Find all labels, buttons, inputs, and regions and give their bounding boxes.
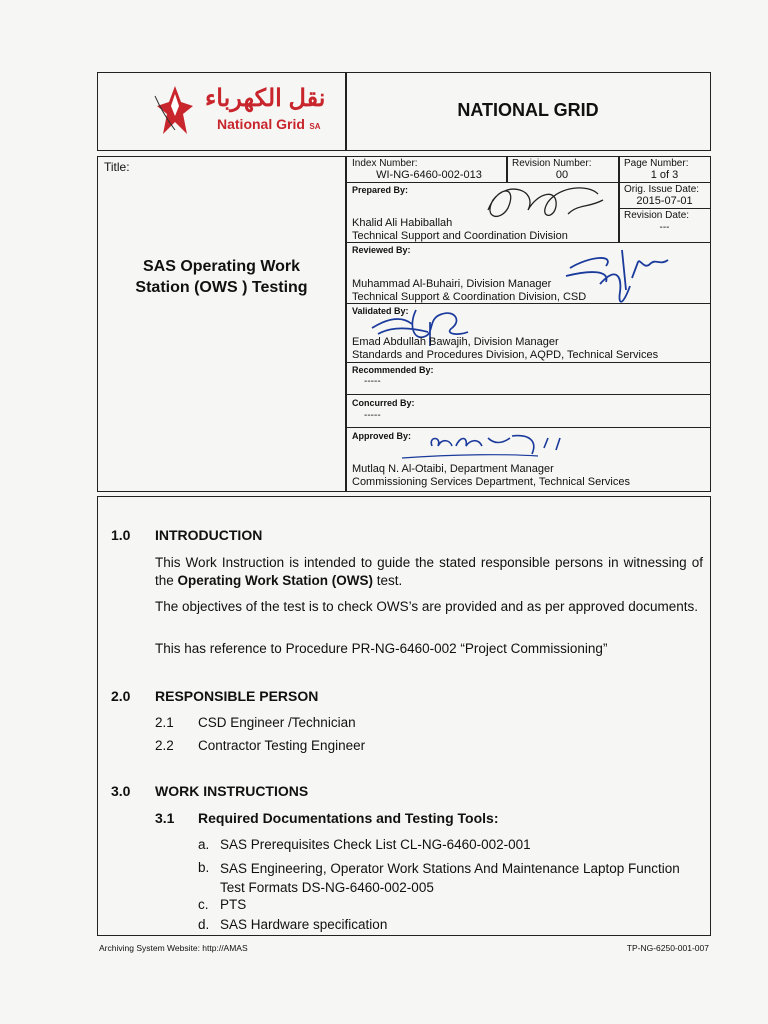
section-1-number: 1.0	[111, 527, 131, 543]
list-item-text: Contractor Testing Engineer	[198, 738, 366, 753]
section-1-paragraph-3: This has reference to Procedure PR-NG-6460-002 “Project Commissioning”	[155, 641, 608, 656]
revision-value: 00	[555, 169, 569, 181]
list-item	[155, 714, 356, 732]
approved-dept: Commissioning Services Department, Technical Services	[352, 476, 630, 488]
footer-archive-text: Archiving System Website: http://AMAS	[99, 943, 248, 953]
list-item-text: SAS Engineering, Operator Work Stations And Maintenance Laptop Function Test Formats DS-NG-6460-002-005	[220, 861, 680, 895]
validated-name: Emad Abdullah Bawajih, Division Manager	[352, 336, 559, 348]
logo-emblem-icon	[153, 84, 197, 138]
recommended-value: -----	[364, 376, 381, 387]
row-line-5	[345, 394, 711, 395]
section-2-title: RESPONSIBLE PERSON	[155, 688, 319, 704]
logo-english	[217, 116, 320, 134]
reviewed-label: Reviewed By:	[352, 245, 411, 255]
section-1-title: INTRODUCTION	[155, 527, 263, 543]
list-item-number: 2.2	[155, 738, 174, 753]
footer-form-code: TP-NG-6250-001-007	[626, 943, 709, 953]
logo-english-text: National Grid	[217, 116, 305, 132]
meta-divider	[345, 156, 347, 492]
logo-sa-text: SA	[309, 122, 321, 131]
orig-issue-label: Orig. Issue Date:	[624, 184, 700, 195]
company-logo	[145, 82, 335, 142]
section-1-paragraph-1	[155, 554, 703, 590]
approved-signature	[398, 428, 578, 464]
page-value: 1 of 3	[650, 169, 679, 181]
list-item-text: PTS	[220, 897, 247, 912]
doc-title-line2: Station (OWS ) Testing	[135, 279, 308, 296]
list-item	[198, 896, 246, 914]
doc-title	[100, 256, 343, 298]
list-item	[198, 859, 708, 897]
prepared-label: Prepared By:	[352, 185, 409, 195]
concurred-value: -----	[364, 410, 381, 421]
prepared-name: Khalid Ali Habiballah	[352, 217, 453, 229]
row-line-2	[345, 242, 711, 243]
list-item-number: 2.1	[155, 715, 174, 730]
approved-name: Mutlaq N. Al-Otaibi, Department Manager	[352, 463, 554, 475]
section-3-title: WORK INSTRUCTIONS	[155, 783, 309, 799]
orig-issue-value: 2015-07-01	[636, 195, 693, 207]
list-item-letter: b.	[198, 860, 210, 875]
para-1-text-bold: Operating Work Station (OWS)	[177, 573, 374, 588]
concurred-label: Concurred By:	[352, 398, 415, 408]
title-label: Title:	[104, 160, 130, 174]
revision-date-value: ---	[659, 222, 670, 233]
list-item-letter: c.	[198, 897, 209, 912]
list-item	[198, 916, 387, 934]
list-item-text: SAS Prerequisites Check List CL-NG-6460-002-001	[220, 837, 531, 852]
approved-label: Approved By:	[352, 431, 412, 441]
prepared-dept: Technical Support and Coordination Division	[352, 230, 568, 242]
prepared-signature	[478, 180, 618, 226]
section-2-number: 2.0	[111, 688, 131, 704]
list-item-letter: a.	[198, 837, 210, 852]
para-1-text-a: This Work Instruction is intended to guide the stated responsible persons in witnessing of the	[155, 555, 703, 588]
reviewed-name: Muhammad Al-Buhairi, Division Manager	[352, 278, 552, 290]
logo-arabic-text: نقل الكهرباء	[205, 85, 326, 112]
reviewed-dept: Technical Support & Coordination Division, CSD	[352, 291, 587, 303]
index-label: Index Number:	[352, 158, 418, 169]
validated-dept: Standards and Procedures Division, AQPD, Technical Services	[352, 349, 659, 361]
list-item-text: CSD Engineer /Technician	[198, 715, 356, 730]
list-item	[155, 737, 365, 755]
list-item-text: SAS Hardware specification	[220, 917, 388, 932]
recommended-label: Recommended By:	[352, 365, 434, 375]
row-line-4	[345, 362, 711, 363]
section-3-number: 3.0	[111, 783, 131, 799]
para-1-text-c: test.	[373, 573, 403, 588]
subsection-3-1-number: 3.1	[155, 810, 175, 826]
revision-label: Revision Number:	[512, 158, 592, 169]
doc-title-line1: SAS Operating Work	[142, 258, 301, 275]
index-value: WI-NG-6460-002-013	[376, 169, 482, 181]
list-item	[198, 836, 531, 854]
company-name: NATIONAL GRID	[457, 100, 599, 120]
validated-label: Validated By:	[352, 306, 409, 316]
section-1-paragraph-2: The objectives of the test is to check OWS’s are provided and as per approved documents.	[155, 599, 699, 614]
list-item-letter: d.	[198, 917, 210, 932]
revision-date-label: Revision Date:	[624, 210, 690, 221]
subsection-3-1-title: Required Documentations and Testing Tools:	[198, 810, 499, 826]
orig-issue-line	[618, 182, 711, 183]
page-label: Page Number:	[624, 158, 689, 169]
revision-date-line	[618, 208, 711, 209]
